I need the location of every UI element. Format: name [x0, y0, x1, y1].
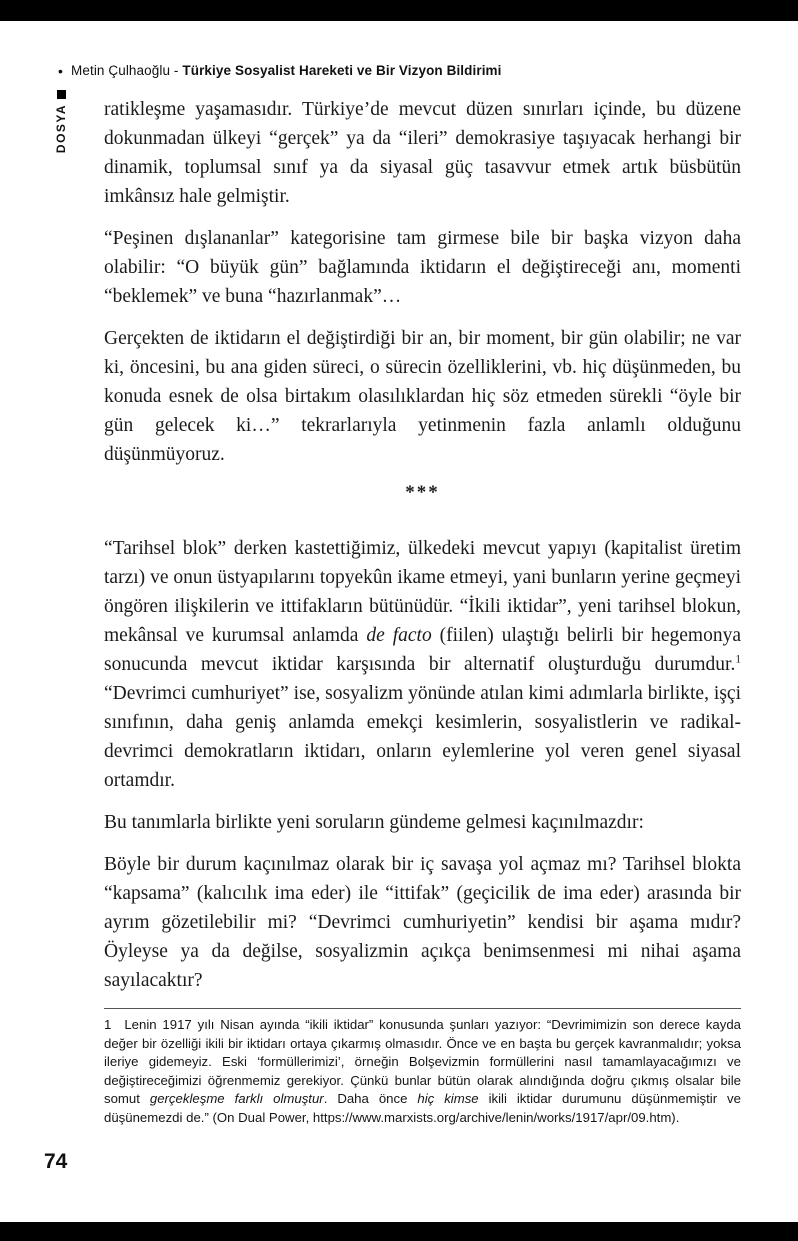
running-header: [58, 63, 758, 79]
header-bullet-icon: •: [58, 63, 64, 79]
text-run: “Tarihsel blok” derken kastettiğimiz, ülkedeki mevcut yapıyı (kapitalist üretim tarzı) ve onun üstyapılarını topyekûn ikame etmeyi, yani bunların yerine geçmeyi öngören ilişkilerin ve ittifakların bütünüdür. “İkili iktidar”, yeni tarihsel blokun, mekânsal ve kurumsal anlamda: [104, 538, 741, 646]
footnote-marker: 1: [104, 1017, 112, 1032]
body-content: [104, 95, 741, 1127]
top-black-bar: [0, 0, 798, 21]
section-label: DOSYA: [54, 104, 68, 154]
bottom-black-bar: [0, 1222, 798, 1241]
text-run: ikili iktidar durumunu düşünmemiştir ve düşünemezdi de.” (On Dual Power, https://www.marxists.org/archive/lenin/works/1917/apr/09.htm).: [104, 1091, 741, 1125]
body-paragraph: [104, 534, 741, 795]
footnote: [104, 1008, 741, 1127]
body-paragraph: [104, 850, 741, 995]
header-author: Metin Çulhaoğlu -: [71, 63, 179, 78]
footnote-reference: 1: [735, 653, 741, 666]
square-bullet-icon: [57, 90, 66, 99]
header-article-title: Türkiye Sosyalist Hareketi ve Bir Vizyon Bildirimi: [182, 63, 502, 78]
section-separator: ***: [405, 482, 440, 503]
body-paragraph: [104, 324, 741, 469]
text-run: Bu tanımlarla birlikte yeni soruların gündeme gelmesi kaçınılmazdır:: [104, 812, 644, 833]
text-run: gerçekleşme farklı olmuştur: [149, 1091, 324, 1106]
footnote-text: [104, 1017, 741, 1125]
text-run: “Peşinen dışlananlar” kategorisine tam girmese bile bir başka vizyon daha olabilir: “O büyük gün” bağlamında iktidarın el değiştireceği anı, momenti “beklemek” ve buna “hazırlanmak”…: [104, 228, 741, 307]
text-run: . Daha önce: [323, 1091, 418, 1106]
text-run: “Devrimci cumhuriyet” ise, sosyalizm yönünde atılan kimi adımlarla birlikte, işçi sınıfının, daha geniş anlamda emekçi kesimlerin, sosyalistlerin ve radikal-devrimci demokratların iktidarı, onların eylemlerine yol veren genel siyasal ortamdır.: [104, 683, 741, 791]
text-run: hiç kimse: [417, 1091, 479, 1106]
page-number: 74: [44, 1150, 68, 1173]
text-run: ratikleşme yaşamasıdır. Türkiye’de mevcut düzen sınırları içinde, bu düzene dokunmadan ülkeyi “gerçek” ya da “ileri” demokrasiye taşıyacak herhangi bir dinamik, toplumsal sınıf ya da siyasal güç tasavvur etmek artık büsbütün imkânsız hale gelmiştir.: [104, 99, 741, 207]
text-run: Lenin 1917 yılı Nisan ayında “ikili iktidar” konusunda şunları yazıyor: “Devrimimizin son derece kayda değer bir özelliği ikili bir iktidarı ortaya çıkarmış olmasıdır. Önce ve en başta bu gerçek kavranmalıdır; yoksa ileriye gidemeyiz. Eski ‘formüllerimizi’, örneğin Bolşevizmin formüllerini nasıl tamamlayacağımızı ve değiştireceğimizi öğrenmemiz gerekiyor. Çünkü bunlar bütün olarak alındığında doğru çıkmış olsalar bile somut: [104, 1017, 741, 1106]
body-paragraph: [104, 224, 741, 311]
body-paragraph: [104, 95, 741, 211]
text-run: (fiilen) ulaştığı belirli bir hegemonya sonucunda mevcut iktidar karşısında bir alternatif oluşturduğu durumdur.: [104, 625, 741, 675]
text-run: Böyle bir durum kaçınılmaz olarak bir iç savaşa yol açmaz mı? Tarihsel blokta “kapsama” (kalıcılık ima eder) ile “ittifak” (geçicilik de ima eder) arasında bir ayrım gözetilebilir mi? “Devrimci cumhuriyetin” kendisi bir aşama mıdır? Öyleyse ya da değilse, sosyalizmin açıkça benimsenmesi mi nihai aşama sayılacaktır?: [104, 854, 741, 991]
body-paragraph: [104, 808, 741, 837]
text-run: Gerçekten de iktidarın el değiştirdiği bir an, bir moment, bir gün olabilir; ne var ki, öncesini, bu ana giden süreci, o sürecin özelliklerini, vb. hiç düşünmeden, bu konuda esnek de olsa birtakım olasılıklardan hiç söz etmeden sürekli “öyle bir gün gelecek ki…” tekrarlarıyla yetinmenin fazla anlamlı olduğunu düşünmüyoruz.: [104, 328, 741, 465]
section-margin-tag: [53, 90, 69, 153]
text-run: de facto: [366, 625, 432, 646]
